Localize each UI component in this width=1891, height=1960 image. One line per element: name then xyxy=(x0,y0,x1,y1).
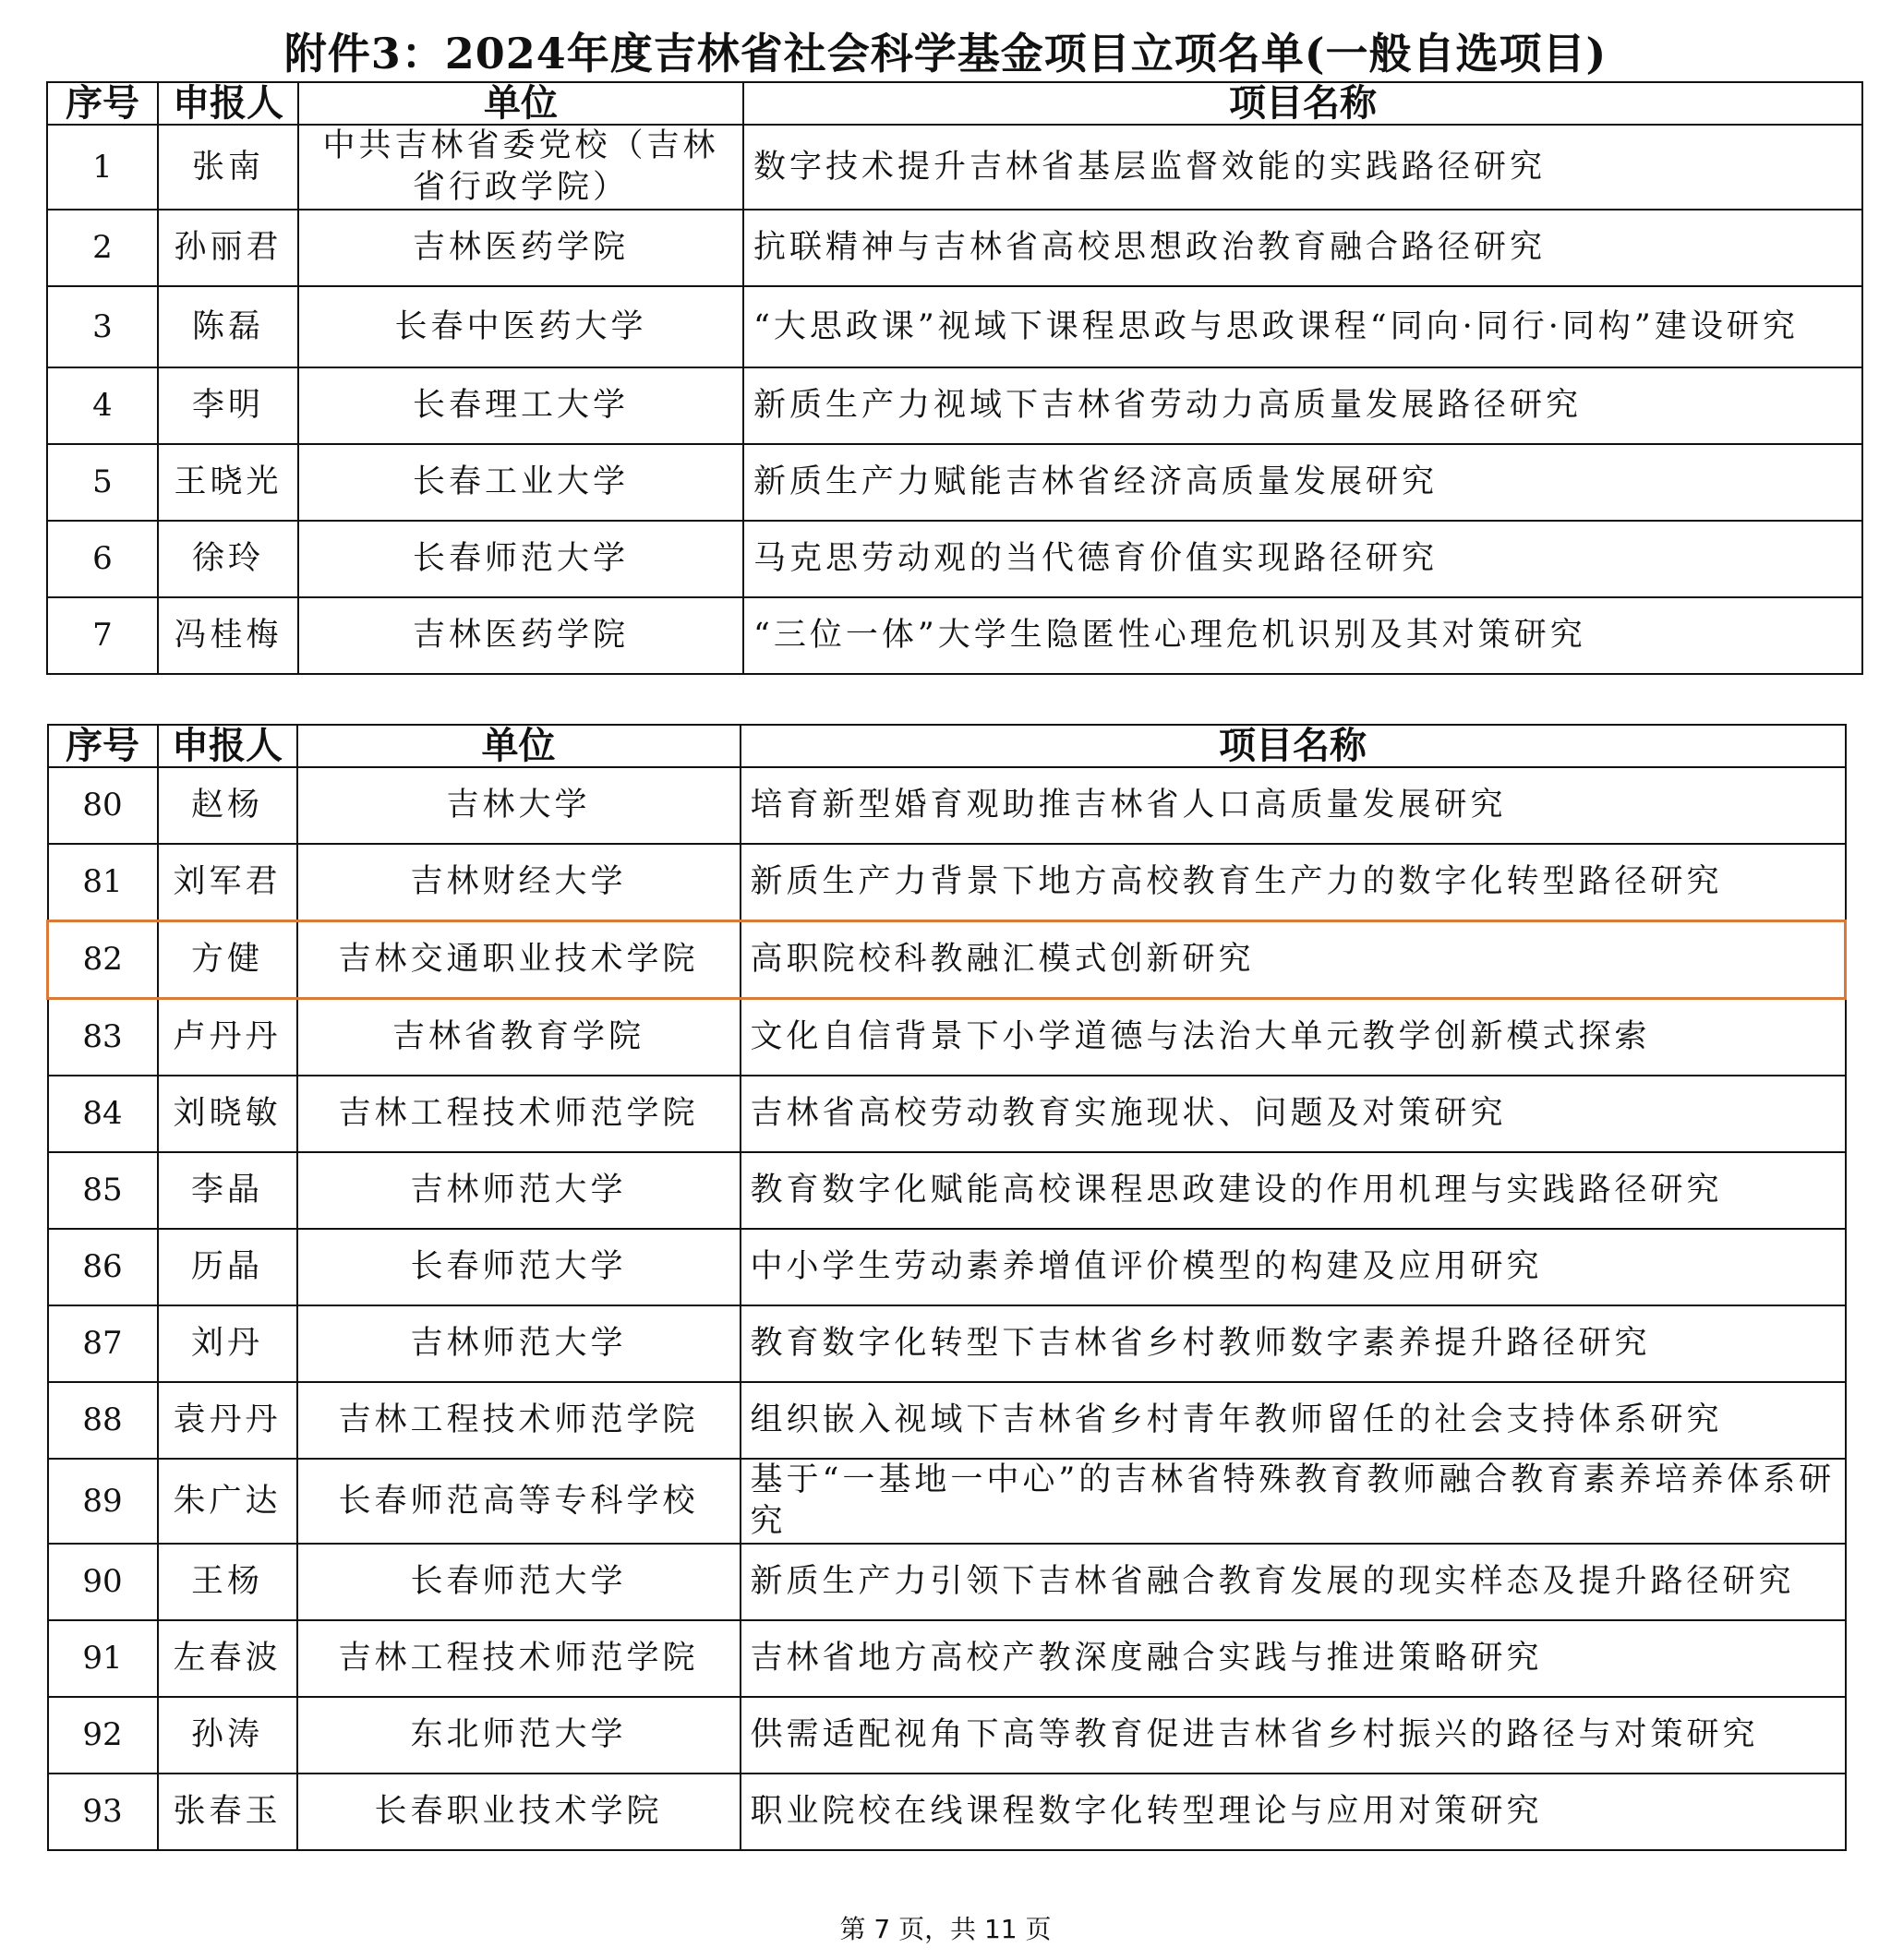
table-1-body xyxy=(47,125,1862,674)
table-row xyxy=(47,521,1862,597)
table-row xyxy=(48,999,1846,1076)
cell-project: 吉林省地方高校产教深度融合实践与推进策略研究 xyxy=(741,1620,1846,1697)
cell-no: 89 xyxy=(48,1459,158,1544)
table-row xyxy=(48,1544,1846,1620)
header-unit: 单位 xyxy=(298,82,743,125)
cell-unit: 长春师范大学 xyxy=(297,1544,741,1620)
cell-project: 培育新型婚育观助推吉林省人口高质量发展研究 xyxy=(741,767,1846,844)
cell-applicant: 孙涛 xyxy=(158,1697,297,1774)
cell-applicant: 王晓光 xyxy=(158,444,298,521)
project-table-2 xyxy=(46,724,1847,1851)
cell-no: 82 xyxy=(48,921,158,999)
cell-project: 文化自信背景下小学道德与法治大单元教学创新模式探索 xyxy=(741,999,1846,1076)
table-row xyxy=(48,844,1846,921)
table-header-row xyxy=(47,82,1862,125)
table-row xyxy=(48,1774,1846,1850)
header-applicant: 申报人 xyxy=(158,725,297,767)
header-applicant: 申报人 xyxy=(158,82,298,125)
cell-unit: 吉林医药学院 xyxy=(298,597,743,674)
cell-project: 吉林省高校劳动教育实施现状、问题及对策研究 xyxy=(741,1076,1846,1152)
table-row xyxy=(47,286,1862,367)
cell-applicant: 卢丹丹 xyxy=(158,999,297,1076)
cell-project: 抗联精神与吉林省高校思想政治教育融合路径研究 xyxy=(743,210,1862,286)
cell-unit: 吉林师范大学 xyxy=(297,1305,741,1382)
cell-applicant: 朱广达 xyxy=(158,1459,297,1544)
cell-no: 90 xyxy=(48,1544,158,1620)
cell-applicant: 孙丽君 xyxy=(158,210,298,286)
cell-applicant: 王杨 xyxy=(158,1544,297,1620)
cell-applicant: 徐玲 xyxy=(158,521,298,597)
cell-no: 85 xyxy=(48,1152,158,1229)
cell-applicant: 刘晓敏 xyxy=(158,1076,297,1152)
cell-applicant: 刘军君 xyxy=(158,844,297,921)
cell-project: 马克思劳动观的当代德育价值实现路径研究 xyxy=(743,521,1862,597)
cell-applicant: 张春玉 xyxy=(158,1774,297,1850)
cell-applicant: 历晶 xyxy=(158,1229,297,1305)
table-row xyxy=(47,367,1862,444)
cell-project: 新质生产力引领下吉林省融合教育发展的现实样态及提升路径研究 xyxy=(741,1544,1846,1620)
table-row xyxy=(47,444,1862,521)
table-row xyxy=(48,1459,1846,1544)
cell-project: 供需适配视角下高等教育促进吉林省乡村振兴的路径与对策研究 xyxy=(741,1697,1846,1774)
cell-applicant: 刘丹 xyxy=(158,1305,297,1382)
table-row xyxy=(48,767,1846,844)
cell-no: 84 xyxy=(48,1076,158,1152)
cell-no: 6 xyxy=(47,521,158,597)
table-row xyxy=(48,1382,1846,1459)
cell-project: 职业院校在线课程数字化转型理论与应用对策研究 xyxy=(741,1774,1846,1850)
page-title: 附件3：2024年度吉林省社会科学基金项目立项名单(一般自选项目) xyxy=(283,29,1608,78)
cell-no: 80 xyxy=(48,767,158,844)
cell-project: 新质生产力背景下地方高校教育生产力的数字化转型路径研究 xyxy=(741,844,1846,921)
cell-applicant: 赵杨 xyxy=(158,767,297,844)
cell-no: 83 xyxy=(48,999,158,1076)
cell-no: 81 xyxy=(48,844,158,921)
table-row xyxy=(47,597,1862,674)
cell-project: 基于“一基地一中心”的吉林省特殊教育教师融合教育素养培养体系研究 xyxy=(741,1459,1846,1544)
cell-unit: 东北师范大学 xyxy=(297,1697,741,1774)
table-row xyxy=(48,1076,1846,1152)
table-row xyxy=(48,1229,1846,1305)
cell-project: 数字技术提升吉林省基层监督效能的实践路径研究 xyxy=(743,125,1862,210)
cell-no: 1 xyxy=(47,125,158,210)
cell-applicant: 袁丹丹 xyxy=(158,1382,297,1459)
cell-unit: 长春师范高等专科学校 xyxy=(297,1459,741,1544)
cell-unit: 长春师范大学 xyxy=(297,1229,741,1305)
cell-no: 5 xyxy=(47,444,158,521)
table-row xyxy=(47,210,1862,286)
cell-project: “三位一体”大学生隐匿性心理危机识别及其对策研究 xyxy=(743,597,1862,674)
cell-applicant: 冯桂梅 xyxy=(158,597,298,674)
cell-no: 91 xyxy=(48,1620,158,1697)
cell-unit: 长春师范大学 xyxy=(298,521,743,597)
cell-no: 7 xyxy=(47,597,158,674)
cell-applicant: 陈磊 xyxy=(158,286,298,367)
cell-unit: 吉林工程技术师范学院 xyxy=(297,1076,741,1152)
cell-unit: 吉林大学 xyxy=(297,767,741,844)
table-2-body xyxy=(48,767,1846,1850)
cell-no: 87 xyxy=(48,1305,158,1382)
cell-unit: 吉林师范大学 xyxy=(297,1152,741,1229)
cell-unit: 长春理工大学 xyxy=(298,367,743,444)
project-table-1 xyxy=(46,81,1863,675)
cell-project: “大思政课”视域下课程思政与思政课程“同向·同行·同构”建设研究 xyxy=(743,286,1862,367)
cell-no: 92 xyxy=(48,1697,158,1774)
cell-project: 新质生产力视域下吉林省劳动力高质量发展路径研究 xyxy=(743,367,1862,444)
cell-unit: 吉林交通职业技术学院 xyxy=(297,921,741,999)
table-row xyxy=(48,1620,1846,1697)
cell-no: 3 xyxy=(47,286,158,367)
cell-unit: 长春工业大学 xyxy=(298,444,743,521)
header-project: 项目名称 xyxy=(743,82,1862,125)
cell-applicant: 李晶 xyxy=(158,1152,297,1229)
cell-no: 93 xyxy=(48,1774,158,1850)
cell-project: 新质生产力赋能吉林省经济高质量发展研究 xyxy=(743,444,1862,521)
table-row xyxy=(48,1305,1846,1382)
cell-project: 中小学生劳动素养增值评价模型的构建及应用研究 xyxy=(741,1229,1846,1305)
cell-no: 4 xyxy=(47,367,158,444)
header-project: 项目名称 xyxy=(741,725,1846,767)
table-row xyxy=(48,921,1846,999)
cell-project: 教育数字化转型下吉林省乡村教师数字素养提升路径研究 xyxy=(741,1305,1846,1382)
cell-unit: 吉林财经大学 xyxy=(297,844,741,921)
page-footer: 第 7 页，共 11 页 xyxy=(839,1914,1052,1944)
cell-no: 2 xyxy=(47,210,158,286)
table-row xyxy=(48,1697,1846,1774)
cell-no: 86 xyxy=(48,1229,158,1305)
table-row xyxy=(48,1152,1846,1229)
header-no: 序号 xyxy=(48,725,158,767)
cell-unit: 吉林医药学院 xyxy=(298,210,743,286)
cell-project: 高职院校科教融汇模式创新研究 xyxy=(741,921,1846,999)
cell-applicant: 张南 xyxy=(158,125,298,210)
cell-applicant: 左春波 xyxy=(158,1620,297,1697)
cell-unit: 长春职业技术学院 xyxy=(297,1774,741,1850)
cell-unit: 长春中医药大学 xyxy=(298,286,743,367)
table-header-row xyxy=(48,725,1846,767)
table-row xyxy=(47,125,1862,210)
cell-applicant: 方健 xyxy=(158,921,297,999)
cell-project: 教育数字化赋能高校课程思政建设的作用机理与实践路径研究 xyxy=(741,1152,1846,1229)
cell-applicant: 李明 xyxy=(158,367,298,444)
header-no: 序号 xyxy=(47,82,158,125)
cell-no: 88 xyxy=(48,1382,158,1459)
cell-unit: 吉林工程技术师范学院 xyxy=(297,1620,741,1697)
cell-unit: 吉林省教育学院 xyxy=(297,999,741,1076)
cell-unit: 中共吉林省委党校（吉林省行政学院） xyxy=(298,125,743,210)
header-unit: 单位 xyxy=(297,725,741,767)
cell-unit: 吉林工程技术师范学院 xyxy=(297,1382,741,1459)
cell-project: 组织嵌入视域下吉林省乡村青年教师留任的社会支持体系研究 xyxy=(741,1382,1846,1459)
